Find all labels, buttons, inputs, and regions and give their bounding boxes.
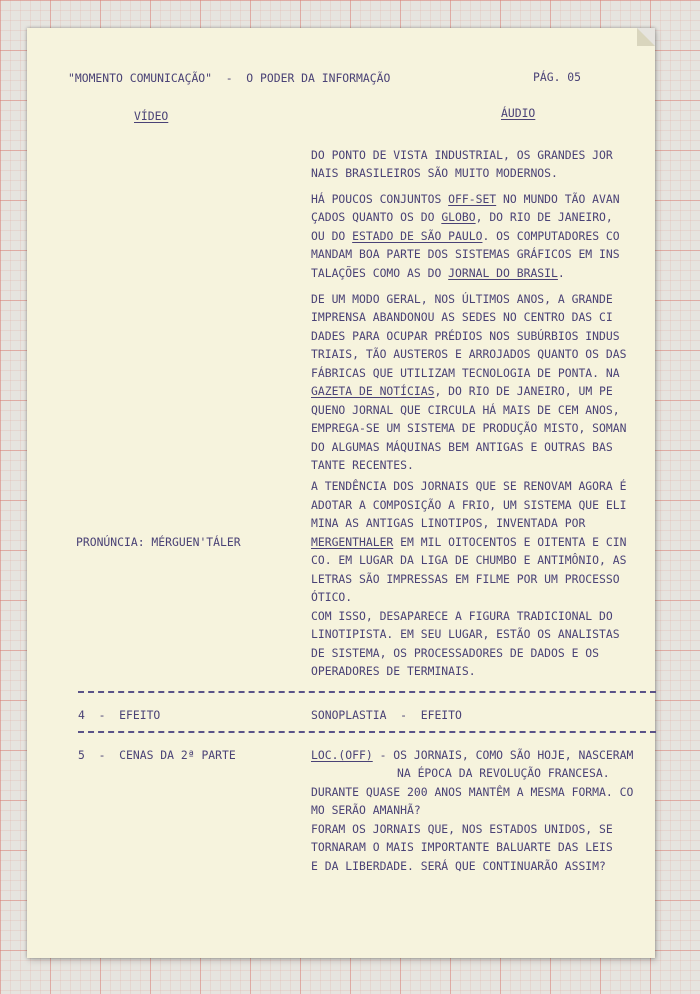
- text-line: GAZETA DE NOTÍCIAS, DO RIO DE JANEIRO, UM PE: [311, 384, 613, 398]
- text-line: FÁBRICAS QUE UTILIZAM TECNOLOGIA DE PONTA. NA: [311, 366, 620, 380]
- text-line: MANDAM BOA PARTE DOS SISTEMAS GRÁFICOS EM INS: [311, 247, 620, 261]
- text-line: DO PONTO DE VISTA INDUSTRIAL, OS GRANDES JOR: [311, 148, 613, 162]
- text-line: MO SERÃO AMANHÃ?: [311, 803, 421, 817]
- text-line: HÁ POUCOS CONJUNTOS OFF-SET NO MUNDO TÃO AVAN: [311, 192, 620, 206]
- row-4-video: 4 - EFEITO: [78, 708, 161, 722]
- text-line: TALAÇÕES COMO AS DO JORNAL DO BRASIL.: [311, 266, 565, 280]
- text-line: MERGENTHALER EM MIL OITOCENTOS E OITENTA E CIN: [311, 535, 627, 549]
- narrator-cue: LOC.(OFF): [311, 748, 373, 762]
- folded-corner: [637, 28, 655, 46]
- text-line: ADOTAR A COMPOSIÇÃO A FRIO, UM SISTEMA QUE ELI: [311, 498, 627, 512]
- text-line: A TENDÊNCIA DOS JORNAIS QUE SE RENOVAM AGORA É: [311, 479, 627, 493]
- row-5-video: 5 - CENAS DA 2ª PARTE: [78, 748, 236, 762]
- text-line: NA ÉPOCA DA REVOLUÇÃO FRANCESA.: [397, 766, 610, 780]
- dashed-separator: [78, 691, 656, 693]
- text-line: FORAM OS JORNAIS QUE, NOS ESTADOS UNIDOS, SE: [311, 822, 613, 836]
- underlined-term: MERGENTHALER: [311, 535, 394, 549]
- text-line: TANTE RECENTES.: [311, 458, 414, 472]
- row-4-audio: SONOPLASTIA - EFEITO: [311, 708, 462, 722]
- dashed-separator: [78, 731, 656, 733]
- text-line: E DA LIBERDADE. SERÁ QUE CONTINUARÃO ASSIM?: [311, 859, 606, 873]
- text-line: DO ALGUMAS MÁQUINAS BEM ANTIGAS E OUTRAS BAS: [311, 440, 613, 454]
- text-line: TORNARAM O MAIS IMPORTANTE BALUARTE DAS LEIS: [311, 840, 613, 854]
- text-line: IMPRENSA ABANDONOU AS SEDES NO CENTRO DAS CI: [311, 310, 613, 324]
- underlined-term: GAZETA DE NOTÍCIAS: [311, 384, 435, 398]
- text-line: LINOTIPISTA. EM SEU LUGAR, ESTÃO OS ANALISTAS: [311, 627, 620, 641]
- underlined-term: JORNAL DO BRASIL: [448, 266, 558, 280]
- text-line: LOC.(OFF) - OS JORNAIS, COMO SÃO HOJE, NASCERAM: [311, 748, 634, 762]
- text-line: ÓTICO.: [311, 590, 353, 604]
- pronunciation-note: PRONÚNCIA: MÉRGUEN'TÁLER: [76, 535, 241, 549]
- underlined-term: GLOBO: [441, 210, 476, 224]
- text-line: NAIS BRASILEIROS SÃO MUITO MODERNOS.: [311, 166, 558, 180]
- text-line: MINA AS ANTIGAS LINOTIPOS, INVENTADA POR: [311, 516, 586, 530]
- text-line: QUENO JORNAL QUE CIRCULA HÁ MAIS DE CEM ANOS,: [311, 403, 620, 417]
- script-page: [27, 28, 655, 958]
- text-line: DADES PARA OCUPAR PRÉDIOS NOS SUBÚRBIOS INDUS: [311, 329, 620, 343]
- page-number: PÁG. 05: [533, 70, 582, 84]
- video-column-heading: VÍDEO: [134, 109, 169, 123]
- text-line: TRIAIS, TÃO AUSTEROS E ARROJADOS QUANTO OS DAS: [311, 347, 627, 361]
- underlined-term: OFF-SET: [448, 192, 497, 206]
- text-line: EMPREGA-SE UM SISTEMA DE PRODUÇÃO MISTO, SOMAN: [311, 421, 627, 435]
- underlined-term: ESTADO DE SÃO PAULO: [352, 229, 483, 243]
- text-line: ÇADOS QUANTO OS DO GLOBO, DO RIO DE JANEIRO,: [311, 210, 613, 224]
- text-line: OU DO ESTADO DE SÃO PAULO. OS COMPUTADORES CO: [311, 229, 620, 243]
- text-line: COM ISSO, DESAPARECE A FIGURA TRADICIONAL DO: [311, 609, 613, 623]
- text-line: DE SISTEMA, OS PROCESSADORES DE DADOS E OS: [311, 646, 600, 660]
- text-line: CO. EM LUGAR DA LIGA DE CHUMBO E ANTIMÔNIO, AS: [311, 553, 627, 567]
- audio-column-heading: ÁUDIO: [501, 106, 536, 120]
- document-title: "MOMENTO COMUNICAÇÃO" - O PODER DA INFORMAÇÃO: [68, 71, 391, 85]
- text-line: DE UM MODO GERAL, NOS ÚLTIMOS ANOS, A GRANDE: [311, 292, 613, 306]
- text-line: LETRAS SÃO IMPRESSAS EM FILME POR UM PROCESSO: [311, 572, 620, 586]
- text-line: OPERADORES DE TERMINAIS.: [311, 664, 476, 678]
- text-line: DURANTE QUASE 200 ANOS MANTÊM A MESMA FORMA. CO: [311, 785, 634, 799]
